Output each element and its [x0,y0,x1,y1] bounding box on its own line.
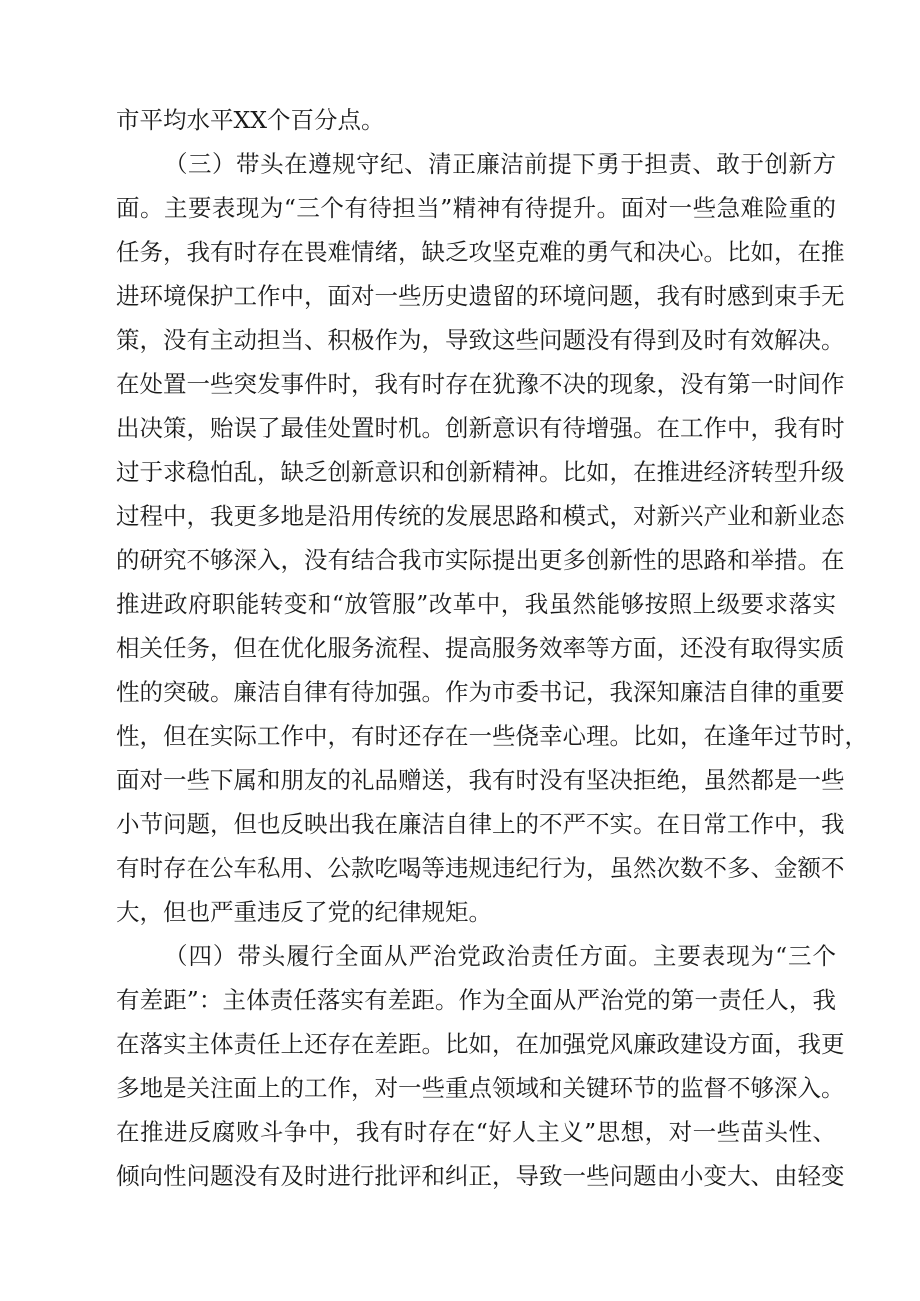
text-line: 有差距”：主体责任落实有差距。作为全面从严治党的第一责任人，我 [116,986,836,1014]
text-line: 性，但在实际工作中，有时还存在一些侥幸心理。比如，在逢年过节时， [116,722,868,750]
text-line: 多地是关注面上的工作，对一些重点领域和关键环节的监督不够深入。 [116,1074,845,1102]
text-line: 大，但也严重违反了党的纪律规矩。 [116,898,492,926]
text-line: 小节问题，但也反映出我在廉洁自律上的不严不实。在日常工作中，我 [116,810,845,838]
text-line: 过于求稳怕乱，缺乏创新意识和创新精神。比如，在推进经济转型升级 [116,458,845,486]
text-line: 面对一些下属和朋友的礼品赠送，我有时没有坚决拒绝，虽然都是一些 [116,766,845,794]
text-line: 有时存在公车私用、公款吃喝等违规违纪行为，虽然次数不多、金额不 [116,854,845,882]
text-line: 倾向性问题没有及时进行批评和纠正，导致一些问题由小变大、由轻变 [116,1162,845,1190]
text-line: 的研究不够深入，没有结合我市实际提出更多创新性的思路和举措。在 [116,546,845,574]
text-line: 性的突破。廉洁自律有待加强。作为市委书记，我深知廉洁自律的重要 [116,678,845,706]
text-line: 相关任务，但在优化服务流程、提高服务效率等方面，还没有取得实质 [116,634,845,662]
text-line: 在处置一些突发事件时，我有时存在犹豫不决的现象，没有第一时间作 [116,370,845,398]
text-line: 过程中，我更多地是沿用传统的发展思路和模式，对新兴产业和新业态 [116,502,845,530]
text-line: 在落实主体责任上还存在差距。比如，在加强党风廉政建设方面，我更 [116,1030,845,1058]
section-heading-line: （三）带头在遵规守纪、清正廉洁前提下勇于担责、敢于创新方 [164,150,836,178]
text-line: 策，没有主动担当、积极作为，导致这些问题没有得到及时有效解决。 [116,326,845,354]
text-line: 出决策，贻误了最佳处置时机。创新意识有待增强。在工作中，我有时 [116,414,845,442]
section-heading-line: （四）带头履行全面从严治党政治责任方面。主要表现为“三个 [164,942,836,970]
text-line: 任务，我有时存在畏难情绪，缺乏攻坚克难的勇气和决心。比如，在推 [116,238,845,266]
text-line: 进环境保护工作中，面对一些历史遗留的环境问题，我有时感到束手无 [116,282,845,310]
text-line: 在推进反腐败斗争中，我有时存在“好人主义”思想，对一些苗头性、 [116,1118,836,1146]
text-line: 面。主要表现为“三个有待担当”精神有待提升。面对一些急难险重的 [116,194,836,222]
text-line: 推进政府职能转变和“放管服”改革中，我虽然能够按照上级要求落实 [116,590,836,618]
text-line: 市平均水平XX个百分点。 [116,106,385,134]
